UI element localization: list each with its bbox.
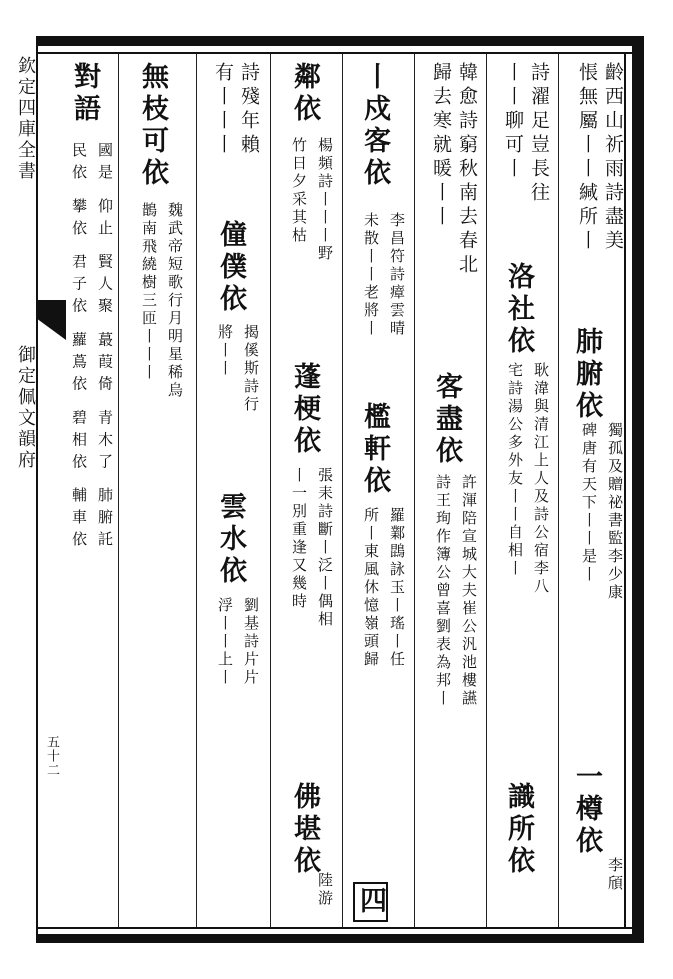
entry-head: 檻軒依 xyxy=(359,402,390,498)
frame-inner-top-border xyxy=(36,52,632,54)
entry-note: 所丨東風休憶嶺頭歸 xyxy=(362,507,380,669)
entry-note: 國是 仰止 賢人聚 蕞葭倚 青木了 肺腑託 xyxy=(96,142,114,553)
entry-note: 許渾陪宣城大夫崔公汎池樓讌 xyxy=(460,474,478,708)
entry-note: 丨一別重逢又幾時 xyxy=(290,467,308,611)
entry-note: 浮丨丨上丨 xyxy=(216,597,234,687)
entry-note: 陸游 xyxy=(316,872,334,908)
entry-note: 耿湋與清江上人及詩公宿李八 xyxy=(532,362,550,596)
entry-head: 僮僕依 xyxy=(215,220,246,316)
text-column-7 xyxy=(128,62,184,922)
column-rule xyxy=(342,54,343,927)
entry-note: 羅鄴鵾詠玉丨瑤丨任 xyxy=(388,507,406,669)
text-line: 韓愈詩窮秋南去春北 xyxy=(456,62,478,278)
entry-note: 宅詩湯公多外友丨丨自相丨 xyxy=(506,362,524,578)
entry-note: 竹日夕采其枯 xyxy=(290,137,308,245)
text-column-1 xyxy=(566,62,622,922)
text-column-6 xyxy=(204,62,260,922)
frame-top-border xyxy=(36,36,644,46)
entry-head: 對語 xyxy=(69,62,100,126)
text-line: 有丨丨丨 xyxy=(212,62,234,158)
entry-note: 民依 攀依 君子依 蘿蔦依 碧相依 輔車依 xyxy=(70,142,88,553)
entry-head: 識所依 xyxy=(503,782,534,878)
entry-head: 丨戍客依 xyxy=(359,62,390,190)
entry-head: 無枝可依 xyxy=(137,62,168,190)
entry-note: 李昌符詩瘴雲晴 xyxy=(388,212,406,338)
entry-note: 張耒詩斷丨泛丨偶相 xyxy=(316,467,334,629)
text-column-5 xyxy=(278,62,334,922)
frame-bottom-border xyxy=(36,934,644,943)
text-column-4 xyxy=(350,62,406,922)
entry-note: 碑唐有天下丨丨是丨 xyxy=(580,422,598,584)
text-line: 詩濯足豈長往 xyxy=(528,62,550,206)
column-rule xyxy=(486,54,487,927)
frame-inner-right-border xyxy=(624,52,626,929)
text-line: 詩殘年賴 xyxy=(238,62,260,158)
column-rule xyxy=(558,54,559,927)
entry-note: 將丨丨 xyxy=(216,324,234,378)
entry-head: 佛堪依 xyxy=(289,782,320,878)
entry-head: 洛社依 xyxy=(503,262,534,358)
entry-head: 肺腑依 xyxy=(571,327,602,423)
frame-inner-bottom-border xyxy=(36,927,632,929)
entry-note: 楊頻詩丨丨丨野 xyxy=(316,137,334,263)
column-rule xyxy=(196,54,197,927)
entry-head: 蓬梗依 xyxy=(289,362,320,458)
text-line: 齡西山祈雨詩盡美 xyxy=(602,62,624,254)
entry-head: 客盡依 xyxy=(431,372,462,468)
text-line: 丨丨聊可丨 xyxy=(502,62,524,182)
margin-rule xyxy=(36,46,38,934)
entry-head: 雲水依 xyxy=(215,492,246,588)
entry-note: 未散丨丨老將丨 xyxy=(362,212,380,338)
entry-note: 劉基詩片片 xyxy=(242,597,260,687)
text-column-8 xyxy=(58,62,114,922)
entry-note: 李頎 xyxy=(606,857,624,893)
column-rule xyxy=(118,54,119,927)
entry-head: 鄰依 xyxy=(289,62,320,126)
text-line: 悵無屬丨丨緘所丨 xyxy=(576,62,598,254)
column-rule xyxy=(270,54,271,927)
entry-note: 鵲南飛繞樹三匝丨丨丨 xyxy=(140,202,158,382)
entry-note: 詩王珣作簿公曾喜劉表為邦丨 xyxy=(434,474,452,708)
entry-note: 獨孤及贈祕書監李少康 xyxy=(606,422,624,602)
text-column-3 xyxy=(422,62,478,922)
page-number: 五十二 xyxy=(44,735,59,777)
entry-note: 揭傒斯詩行 xyxy=(242,324,260,414)
volume-marker: 四 xyxy=(353,882,388,922)
section-title: 御定佩文韻府 xyxy=(15,345,36,471)
text-line: 歸去寒就暖丨丨 xyxy=(430,62,452,230)
book-title: 欽定四庫全書 xyxy=(15,56,36,182)
column-rule xyxy=(414,54,415,927)
entry-note: 魏武帝短歌行月明星稀烏 xyxy=(166,202,184,400)
frame-right-border xyxy=(632,36,644,943)
entry-head: 一樽依 xyxy=(571,762,602,858)
text-column-2 xyxy=(494,62,550,922)
